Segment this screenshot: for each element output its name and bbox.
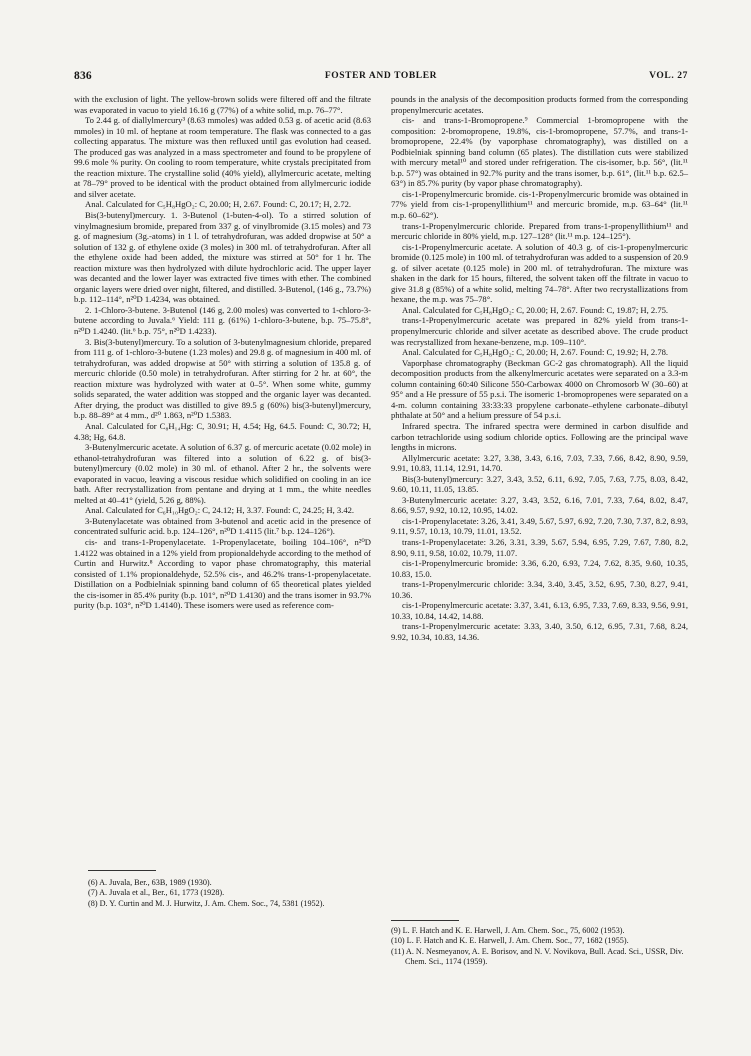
left-column bbox=[74, 94, 371, 611]
paragraph: Anal. Calculated for C₈H₁₄Hg: C, 30.91; H, 4.54; Hg, 64.5. Found: C, 30.72; H, 4.38; Hg, 64.8. bbox=[74, 420, 371, 442]
volume-label: VOL. 27 bbox=[649, 71, 688, 81]
paragraph: Infrared spectra. The infrared spectra were dermined in carbon disulfide and carbon tetrachloride using sodium chloride optics. Following are the principal wave lengths in microns. bbox=[391, 420, 688, 453]
paragraph: trans-1-Propenylmercuric chloride. Prepared from trans-1-propenyllithium¹¹ and mercuric chloride in 80% yield, m.p. 127–128° (lit.¹¹ m.p. 124–125°). bbox=[391, 220, 688, 242]
paragraph: Anal. Calculated for C₅H₈HgO₂: C, 20.00; H, 2.67. Found: C, 20.17; H, 2.72. bbox=[85, 199, 352, 210]
footnote: (11) A. N. Nesmeyanov, A. E. Borisov, and N. V. Novikova, Bull. Acad. Sci., USSR, Div. Chem. Sci., 1174 (1959). bbox=[391, 946, 684, 967]
footnote: (9) L. F. Hatch and K. E. Harwell, J. Am. Chem. Soc., 75, 6002 (1953). bbox=[391, 926, 625, 935]
paragraph: Vaporphase chromatography (Beckman GC-2 gas chromatograph). All the liquid decomposition products from the alkenylmercuric acetates were separated on a 3.3-m column containing 60:40 Silicone 550-Carbowax 4000 on Chromosorb W (30–60) at 95° and a He pressure of 55 p.s.i. The isomeric 1-bromopropenes were separated on a 4-m. column containing 33:33:33 propylene carbonate–ethylene carbonate–dibutyl phthalate at 50° and a helium pressure of 54 p.s.i. bbox=[391, 357, 688, 421]
footnote-rule-right bbox=[391, 920, 459, 921]
paragraph: cis- and trans-1-Bromopropene.⁹ Commercial 1-bromopropene with the composition: 2-bromopropene, 19.8%, cis-1-bromopropene, 57.7%, and trans-1-bromopropene, 22.4% (by vaporphase chromatography), was distilled on a Podbielniak spinning band column (65 plates). The distillation cuts were stabilized with mercury metal¹⁰ and stored under refrigeration. The cis-isomer, b.p. 56°, (lit.¹¹ b.p. 57°) was obtained in 92.7% purity and the trans isomer, b.p. 61°, (lit.¹¹ b.p. 62.5–63°) in 85.7% purity (by vapor phase chromatography). bbox=[391, 115, 688, 189]
footnotes-right bbox=[391, 926, 688, 968]
page-header bbox=[74, 70, 688, 86]
paragraph: cis- and trans-1-Propenylacetate. 1-Propenylacetate, boiling 104–106°, n²⁰D 1.4122 was obtained in a 12% yield from propionaldehyde according to the method of Curtin and Hurwitz.⁸ According to vapor phase chromatography, this material consisted of 1.1% propionaldehyde, 52.5% cis-, and 46.2% trans-1-propenylacetate. Distillation on a Podbielniak spinning band column of 65 theoretical plates yielded the cis-isomer in 85.4% purity (b.p. 101°, n²⁰D 1.4130) and the trans isomer in 93.7% purity (b.p. 103°, n²⁰D 1.4140). These isomers were used as reference com- bbox=[74, 536, 371, 611]
footnote: (6) A. Juvala, Ber., 63B, 1989 (1930). bbox=[88, 878, 212, 887]
paragraph: 3. Bis(3-butenyl)mercury. To a solution of 3-butenylmagnesium chloride, prepared from 111 g. of 1-chloro-3-butene (1.23 moles) and 29.8 g. of magnesium in 400 ml. of tetrahydrofuran, was added dropwise at 50° with stirring a solution of 135.8 g. of mercuric chloride (0.50 mole) in tetrahydrofuran. After stirring for 2 hr. at 60°, the reaction mixture was hydrolyzed with water at 0–5°. When some white, gummy solids separated, the water addition was stopped and the organic layer was decanted. After drying, the product was distilled to give 89.5 g (60%) bis(3-butenyl)mercury, b.p. 88–89° at 4 mm., d²⁰ 1.863, n²⁰D 1.5383. bbox=[74, 336, 371, 421]
footnote: (8) D. Y. Curtin and M. J. Hurwitz, J. Am. Chem. Soc., 74, 5381 (1952). bbox=[88, 898, 325, 908]
footnotes-left bbox=[88, 878, 371, 909]
paragraph: cis-1-Propenylmercuric bromide: 3.36, 6.20, 6.93, 7.24, 7.62, 8.35, 9.60, 10.35, 10.83, 15.0. bbox=[391, 558, 688, 579]
paragraph: Anal. Calculated for C₅H₈HgO₂: C, 20.00; H, 2.67. Found: C, 19.92; H, 2.78. bbox=[402, 347, 669, 358]
paragraph: trans-1-Propenylmercuric chloride: 3.34, 3.40, 3.45, 3.52, 6.95, 7.30, 8.27, 9.41, 10.36. bbox=[391, 579, 688, 600]
footnote: (7) A. Juvala et al., Ber., 61, 1773 (1928). bbox=[88, 888, 225, 898]
paragraph: cis-1-Propenylmercuric bromide. cis-1-Propenylmercuric bromide was obtained in 77% yield from cis-1-propenyllithium¹¹ and mercuric bromide, m.p. 63–64° (lit.¹¹ m.p. 60–62°). bbox=[391, 188, 688, 221]
paragraph: 3-Butenylmercuric acetate: 3.27, 3.43, 3.52, 6.16, 7.01, 7.33, 7.64, 8.02, 8.47, 8.66, 9.57, 9.92, 10.12, 10.95, 14.02. bbox=[391, 494, 688, 516]
paragraph: 3-Butenylmercuric acetate. A solution of 6.37 g. of mercuric acetate (0.02 mole) in ethanol-tetrahydrofuran was filtered into a solution of 6.22 g. of bis(3-butenyl)mercury (0.02 mole) in 30 ml. of ethanol. After 2 hr., the solvents were evaporated in vacuo, leaving a viscous residue which solidified on cooling in an ice bath. After recrystallization from pentane and drying at 1 mm., the white needles melted at 40–41° (yield, 5.26 g, 88%). bbox=[74, 442, 371, 505]
paragraph: with the exclusion of light. The yellow-brown solids were filtered off and the filtrate was evaporated in vacuo to yield 16.16 g (77%) of a white solid, m.p. 76–77°. bbox=[74, 94, 371, 115]
footnote-rule-left bbox=[88, 870, 156, 871]
footnote: (10) L. F. Hatch and K. E. Harwell, J. Am. Chem. Soc., 77, 1682 (1955). bbox=[391, 936, 629, 946]
paragraph: cis-1-Propenylmercuric acetate: 3.37, 3.41, 6.13, 6.95, 7.33, 7.69, 8.33, 9.56, 9.91, 10.33, 10.84, 14.42, 14.88. bbox=[391, 600, 688, 621]
paragraph: trans-1-Propenylacetate: 3.26, 3.31, 3.39, 5.67, 5.94, 6.95, 7.29, 7.67, 7.80, 8.2, 8.90, 9.11, 9.58, 10.02, 10.79, 11.07. bbox=[391, 536, 688, 558]
paragraph: Anal. Calculated for C₆H₁₀HgO₂: C, 24.12; H, 3.37. Found: C, 24.25; H, 3.42. bbox=[85, 505, 355, 516]
running-title: FOSTER AND TOBLER bbox=[324, 71, 438, 81]
paragraph: trans-1-Propenylmercuric acetate was prepared in 82% yield from trans-1-propenylmercuric chloride and silver acetate as described above. The crude product was recrystallized from hexane-benzene, m.p. 109–110°. bbox=[391, 315, 688, 347]
paragraph: cis-1-Propenylmercuric acetate. A solution of 40.3 g. of cis-1-propenylmercuric bromide (0.125 mole) in 100 ml. of tetrahydrofuran was added to a suspension of 20.9 g. of silver acetate (0.125 mole) in 200 ml. of tetrahydrofuran. The mixture was shaken in the dark for 15 hours, filtered, the solvent taken off the filtrate in vacuo to give 31.8 g (85%) of a white solid, melting 74–78°. After two recrystallizations from hexane, the m.p. was 75–78°. bbox=[391, 241, 688, 305]
paragraph: trans-1-Propenylmercuric acetate: 3.33, 3.40, 3.50, 6.12, 6.95, 7.31, 7.68, 8.24, 9.92, 10.34, 10.83, 14.36. bbox=[391, 621, 688, 642]
paragraph: To 2.44 g. of diallylmercury³ (8.63 mmoles) was added 0.53 g. of acetic acid (8.63 mmoles) in 10 ml. of heptane at room temperature. The flask was connected to a gas collecting apparatus. The mixture was then refluxed until gas evolution had ceased. The produced gas was analyzed in a mass spectrometer and found to be propylene of 99.6 mole % purity. On cooling to room temperature, white crystals precipitated from the reaction mixture. The crystalline solid (40% yield), allylmercuric acetate, melting at 78–79° proved to be identical with the product obtained from allylmercuric iodide and silver acetate. bbox=[74, 115, 371, 199]
paragraph: cis-1-Propenylacetate: 3.26, 3.41, 3.49, 5.67, 5.97, 6.92, 7.20, 7.30, 7.37, 8.2, 8.93, 9.11, 9.57, 10.13, 10.79, 11.01, 13.52. bbox=[391, 515, 688, 537]
page-number: 836 bbox=[74, 70, 92, 82]
paragraph: Anal. Calculated for C₅H₈HgO₂: C, 20.00; H, 2.67. Found: C, 19.87; H, 2.75. bbox=[402, 304, 669, 315]
paragraph: 3-Butenylacetate was obtained from 3-butenol and acetic acid in the presence of concentrated sulfuric acid. b.p. 124–126°, n²⁰D 1.4115 (lit.⁷ b.p. 124–126°). bbox=[74, 515, 371, 537]
paragraph: Bis(3-butenyl)mercury. 1. 3-Butenol (1-buten-4-ol). To a stirred solution of vinylmagnesium bromide, prepared from 337 g. of vinylbromide (3.15 moles) and 73 g. of magnesium (3g.-atoms) in 1 l. of tetrahydrofuran, was added dropwise at 50° a solution of 132 g. of ethylene oxide (3 moles) in 300 ml. of tetrahydrofuran. After all the ethylene oxide had been added, the mixture was stirred at 50° for 1 hr. The reaction mixture was then hydrolyzed with dilute hydrochloric acid. The upper layer was decanted and the lower layer was extracted five times with ether. The combined organic layers were dried over night, filtered, and distilled. 3-Butenol, (146 g., 73.7%) b.p. 112–114°, n²⁰D 1.4234, was obtained. bbox=[74, 210, 371, 305]
right-column bbox=[391, 94, 688, 642]
paragraph: 2. 1-Chloro-3-butene. 3-Butenol (146 g, 2.00 moles) was converted to 1-chloro-3-butene according to Juvala.⁶ Yield: 111 g. (61%) 1-chloro-3-butene, b.p. 75–75.8°, n²⁰D 1.4240. (lit.⁶ b.p. 75°, n²⁰D 1.4233). bbox=[74, 304, 371, 337]
paragraph: pounds in the analysis of the decomposition products formed from the corresponding propenylmercuric acetates. bbox=[391, 94, 688, 115]
paragraph: Bis(3-butenyl)mercury: 3.27, 3.43, 3.52, 6.11, 6.92, 7.05, 7.63, 7.75, 8.03, 8.42, 9.60, 10.11, 11.05, 13.85. bbox=[391, 473, 688, 495]
paragraph: Allylmercuric acetate: 3.27, 3.38, 3.43, 6.16, 7.03, 7.33, 7.66, 8.42, 8.90, 9.59, 9.91, 10.83, 11.14, 12.91, 14.70. bbox=[391, 452, 688, 474]
